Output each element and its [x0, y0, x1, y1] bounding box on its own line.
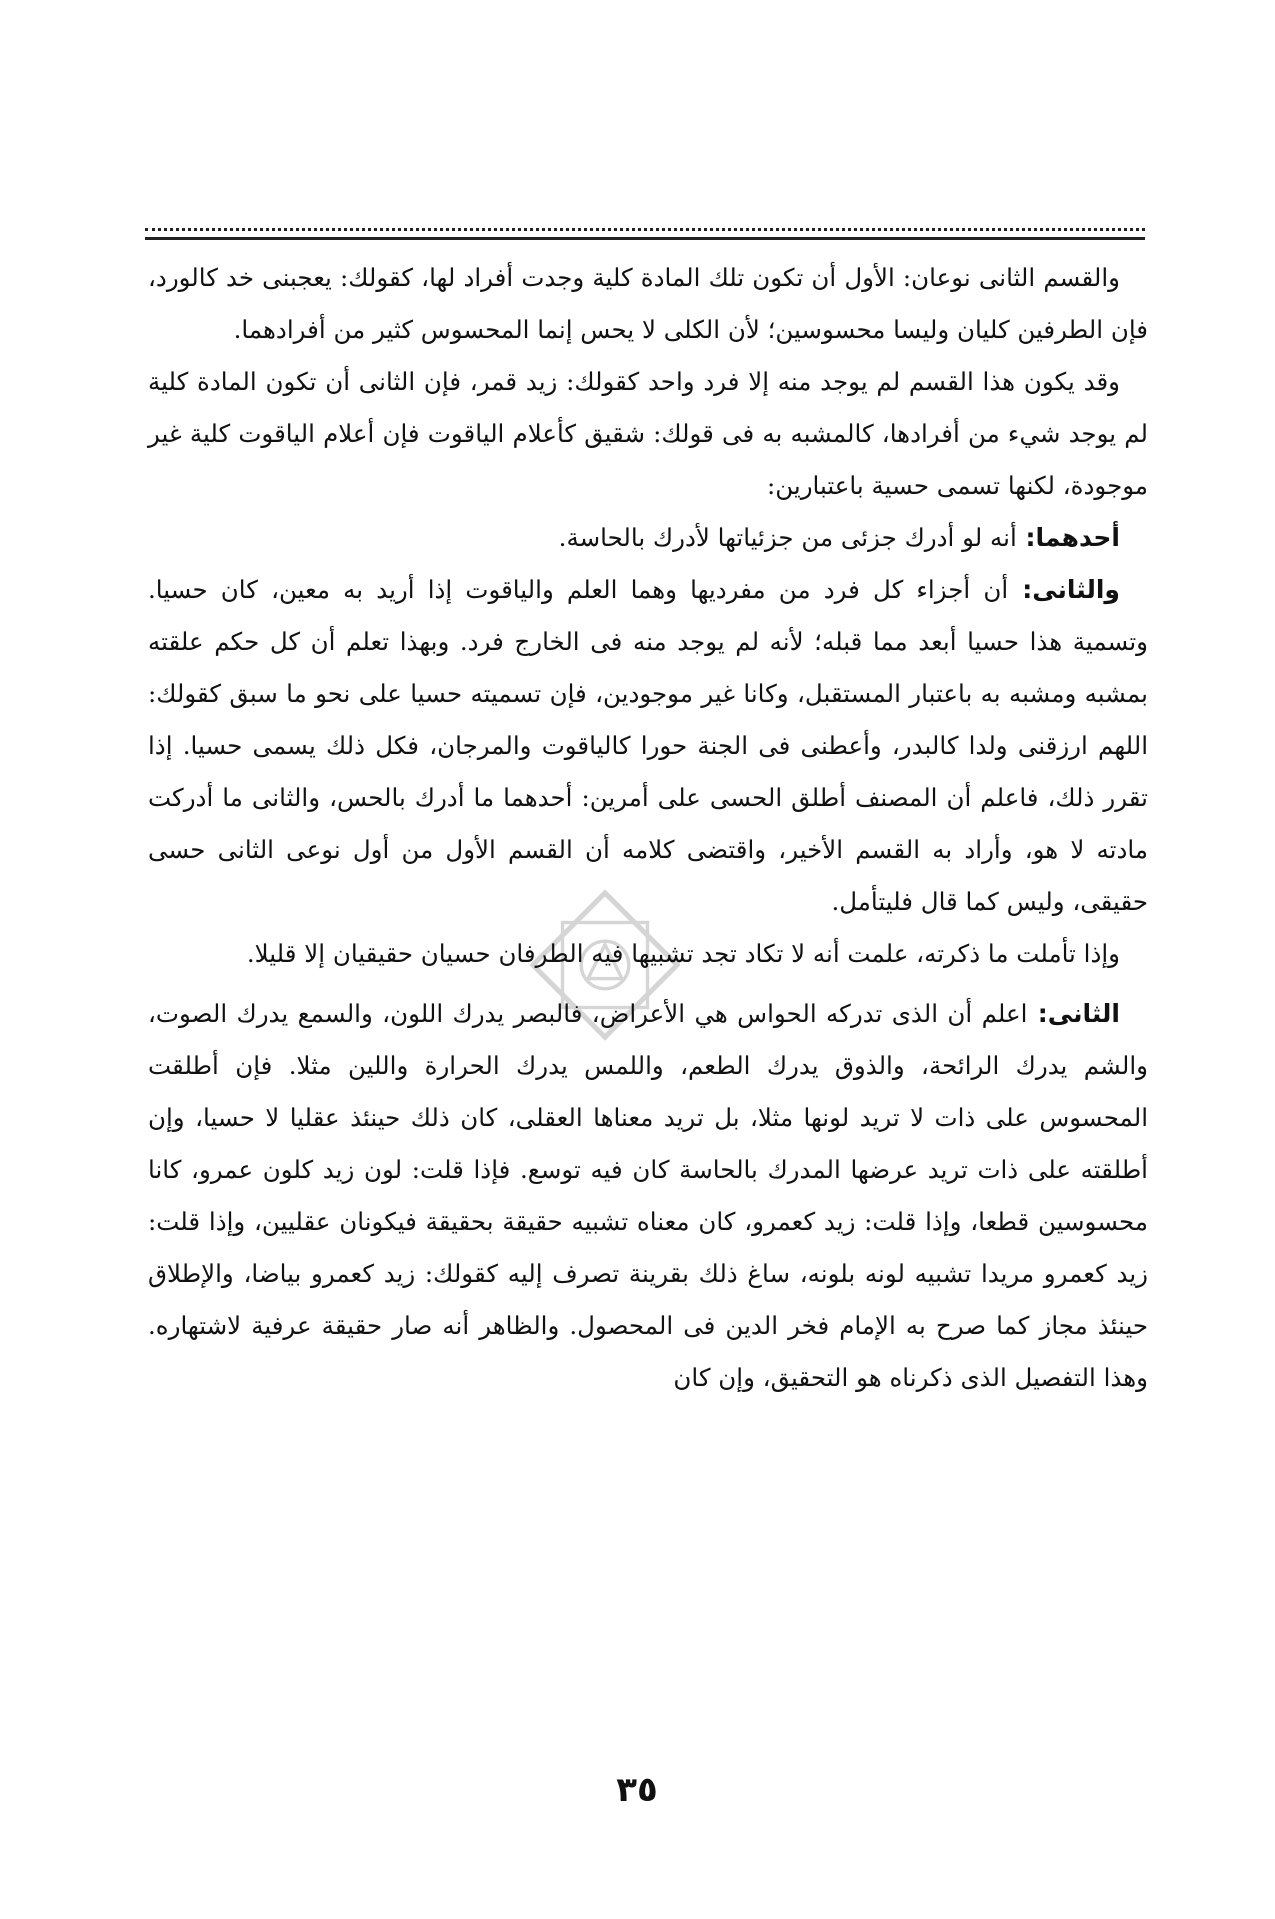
paragraph — [148, 512, 1148, 564]
paragraph-text: وقد يكون هذا القسم لم يوجد منه إلا فرد واحد كقولك: زيد قمر، فإن الثانى أن تكون المادة كلية لم يوجد شيء من أفرادها، كالمشبه به فى قولك: شقيق كأعلام الياقوت فإن أعلام الياقوت كلية غير موجودة، لكنها تسمى حسية باعتبارين: — [148, 367, 1148, 500]
paragraph-lead: والثانى: — [1008, 575, 1120, 604]
paragraph — [148, 356, 1148, 512]
paragraph-lead: الثانى: — [1027, 999, 1121, 1028]
paragraph-text: أنه لو أدرك جزئى من جزئياتها لأدرك بالحاسة. — [558, 523, 1017, 552]
header-rule-solid-line — [145, 237, 1145, 240]
body-text — [148, 252, 1148, 1404]
paragraph — [148, 252, 1148, 356]
header-rule — [145, 228, 1145, 242]
header-rule-dotted-line — [145, 228, 1145, 235]
paragraph — [148, 564, 1148, 928]
page-number: ٣٥ — [616, 1770, 658, 1810]
library-watermark-icon — [520, 880, 690, 1050]
paragraph-text: اعلم أن الذى تدركه الحواس هي الأعراض، فالبصر يدرك اللون، والسمع يدرك الصوت، والشم يدرك الرائحة، والذوق يدرك الطعم، واللمس يدرك الحرارة واللين مثلا. فإن أطلقت المحسوس على ذات لا تريد لونها مثلا، بل تريد معناها العقلى، كان ذلك حينئذ عقليا لا حسيا، وإن أطلقته على ذات تريد عرضها المدرك بالحاسة كان فيه توسع. فإذا قلت: لون زيد كلون عمرو، كانا محسوسين قطعا، وإذا قلت: زيد كعمرو، كان معناه تشبيه حقيقة بحقيقة فيكونان عقليين، وإذا قلت: زيد كعمرو مريدا تشبيه لونه بلونه، ساغ ذلك بقرينة تصرف إليه كقولك: زيد كعمرو بياضا، والإطلاق حينئذ مجاز كما صرح به الإمام فخر الدين فى المحصول. والظاهر أنه صار حقيقة عرفية لاشتهاره. وهذا التفصيل الذى ذكرناه هو التحقيق، وإن كان — [148, 999, 1148, 1392]
paragraph-lead: أحدهما: — [1016, 523, 1120, 552]
paragraph-text: أن أجزاء كل فرد من مفرديها وهما العلم والياقوت إذا أريد به معين، كان حسيا. وتسمية هذا حسيا أبعد مما قبله؛ لأنه لم يوجد منه فى الخارج فرد. وبهذا تعلم أن كل حكم علقته بمشبه ومشبه به باعتبار المستقبل، وكانا غير موجودين، فإن تسميته حسيا على نحو ما سبق كقولك: اللهم ارزقنى ولدا كالبدر، وأعطنى فى الجنة حورا كالياقوت والمرجان، فكل ذلك يسمى حسيا. إذا تقرر ذلك، فاعلم أن المصنف أطلق الحسى على أمرين: أحدهما ما أدرك بالحس، والثانى ما أدركت مادته لا هو، وأراد به القسم الأخير، واقتضى كلامه أن القسم الأول من أول نوعى الثانى حسى حقيقى، وليس كما قال فليتأمل. — [148, 575, 1148, 916]
paragraph — [148, 988, 1148, 1404]
paragraph-text: والقسم الثانى نوعان: الأول أن تكون تلك المادة كلية وجدت أفراد لها، كقولك: يعجبنى خد كالورد، فإن الطرفين كليان وليسا محسوسين؛ لأن الكلى لا يحس إنما المحسوس كثير من أفرادهما. — [148, 263, 1148, 344]
paragraph-text: وإذا تأملت ما ذكرته، علمت أنه لا تكاد تجد تشبيها فيه الطرفان حسيان حقيقيان إلا قليلا. — [246, 939, 1120, 968]
